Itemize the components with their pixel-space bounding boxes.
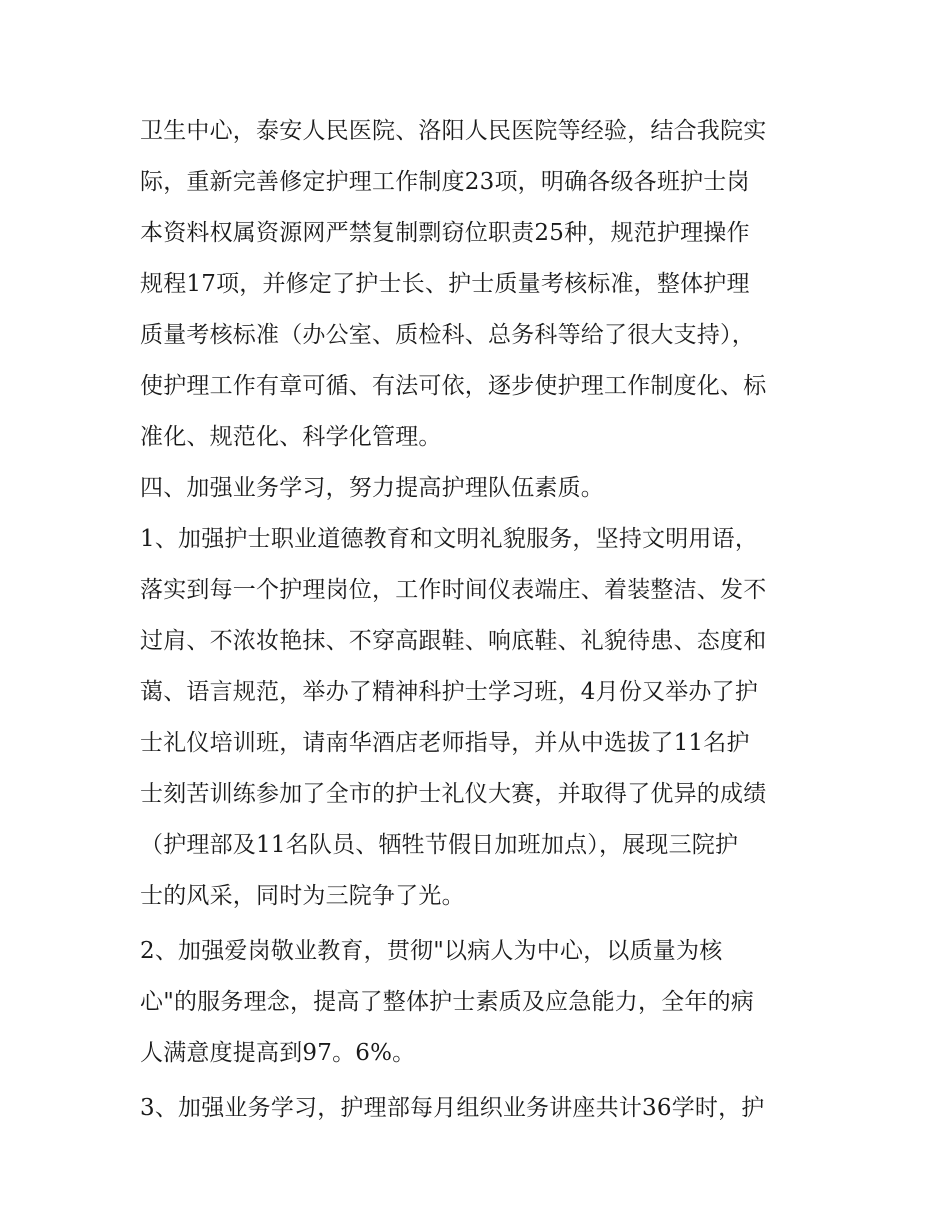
text-line: （护理部及11名队员、牺牲节假日加班加点），展现三院护 <box>140 832 739 858</box>
text-line: 准化、规范化、科学化管理。 <box>140 424 442 450</box>
text-line: 人满意度提高到97。6%。 <box>140 1040 416 1066</box>
text-line: 际，重新完善修定护理工作制度23项，明确各级各班护士岗 <box>140 169 750 195</box>
text-line: 士的风采，同时为三院争了光。 <box>140 883 465 909</box>
text-line: 2、加强爱岗敬业教育，贯彻"以病人为中心，以质量为核 <box>140 938 723 964</box>
text-line: 士礼仪培训班，请南华酒店老师指导，并从中选拔了11名护 <box>140 730 750 756</box>
text-line: 卫生中心，泰安人民医院、洛阳人民医院等经验，结合我院实 <box>140 118 767 144</box>
text-line: 心"的服务理念，提高了整体护士素质及应急能力，全年的病 <box>140 989 754 1015</box>
text-line: 过肩、不浓妆艳抹、不穿高跟鞋、响底鞋、礼貌待患、态度和 <box>140 628 767 654</box>
text-line: 使护理工作有章可循、有法可依，逐步使护理工作制度化、标 <box>140 373 767 399</box>
text-line: 1、加强护士职业道德教育和文明礼貌服务，坚持文明用语， <box>140 526 759 552</box>
text-line: 质量考核标准（办公室、质检科、总务科等给了很大支持）， <box>140 322 755 348</box>
document-body <box>140 106 820 1134</box>
text-line: 3、加强业务学习，护理部每月组织业务讲座共计36学时，护 <box>140 1095 765 1121</box>
section-heading: 四、加强业务学习，努力提高护理队伍素质。 <box>140 475 604 501</box>
text-line: 规程17项，并修定了护士长、护士质量考核标准，整体护理 <box>140 271 750 297</box>
text-line: 士刻苦训练参加了全市的护士礼仪大赛，并取得了优异的成绩 <box>140 781 767 807</box>
text-line: 蔼、语言规范，举办了精神科护士学习班，4月份又举办了护 <box>140 679 759 705</box>
text-line: 落实到每一个护理岗位，工作时间仪表端庄、着装整洁、发不 <box>140 577 767 603</box>
text-line: 本资料权属资源网严禁复制剽窃位职责25种，规范护理操作 <box>140 220 750 246</box>
